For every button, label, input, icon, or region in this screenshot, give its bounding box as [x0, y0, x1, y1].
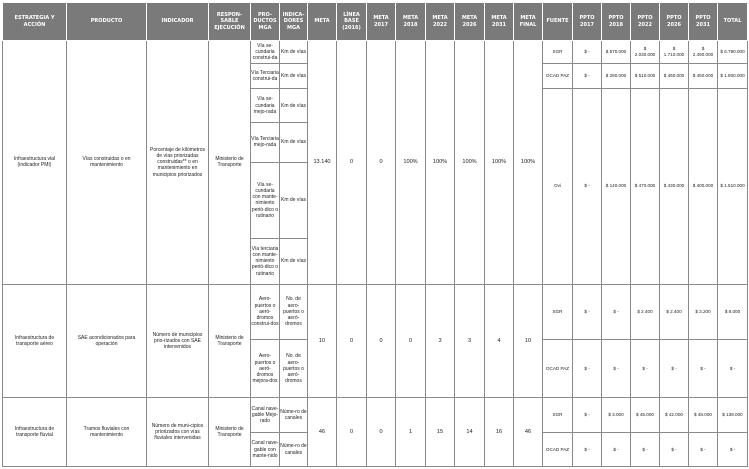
responsable-cell: Ministerio de Transporte: [209, 41, 251, 285]
mga-indicador-cell: No. de aero-puertos o aeró-dromos: [280, 284, 308, 340]
meta-2022-cell: 15: [426, 398, 455, 467]
total-cell: $ 1.800.000: [718, 63, 748, 89]
fuente-cell: OCAD PAZ: [543, 63, 573, 89]
mga-producto-cell: Vía se-cundaria con mante-nimiento perió-dico o rutinario: [251, 162, 280, 239]
linea-base-cell: 0: [337, 398, 367, 467]
linea-base-cell: 0: [337, 41, 367, 285]
table-header-row: [3, 3, 748, 41]
meta-cell: 10: [308, 284, 337, 398]
indicador-cell: Número de municipios prio-rizados con SAE intervenidos: [147, 284, 209, 398]
total-cell: $ -: [718, 340, 748, 398]
mga-producto-cell: Vía terciaria con mante-nimiento perió-dico o rutinario: [251, 239, 280, 284]
fuente-cell: Ovi: [543, 89, 573, 284]
ppto-2017-cell: $ -: [573, 284, 602, 340]
ppto-2018-cell: $ -: [602, 340, 631, 398]
fuente-cell: OCAD PAZ: [543, 433, 573, 467]
ppto-2017-cell: $ -: [573, 89, 602, 284]
mga-indicador-cell: Km de vías: [280, 41, 308, 64]
meta-2031-cell: 100%: [485, 41, 514, 285]
meta-2026-cell: 100%: [455, 41, 485, 285]
mga-producto-cell: Aero-puertos o aeró-dromos mejora-dos: [251, 340, 280, 398]
mga-producto-cell: Vía Terciaria mejo-rada: [251, 123, 280, 163]
ppto-2022-cell: $ 470.000: [631, 89, 660, 284]
fuente-cell: SGR: [543, 284, 573, 340]
total-cell: $ -: [718, 433, 748, 467]
ppto-2018-cell: $ 3.000: [602, 398, 631, 433]
header-ppto-2022: PPTO 2022: [631, 3, 660, 41]
mga-producto-cell: Canal nave-gable Mejo-rado: [251, 398, 280, 433]
meta-2018-cell: 100%: [396, 41, 426, 285]
meta-final-cell: 100%: [514, 41, 543, 285]
mga-indicador-cell: Núme-ro de canales: [280, 433, 308, 467]
mga-indicador-cell: Km de vías: [280, 89, 308, 123]
meta-2031-cell: 16: [485, 398, 514, 467]
meta-cell: 13.140: [308, 41, 337, 285]
mga-indicador-cell: Km de vías: [280, 63, 308, 89]
ppto-2017-cell: $ -: [573, 433, 602, 467]
header-meta-2022: META 2022: [426, 3, 455, 41]
meta-2017-cell: 0: [367, 284, 396, 398]
ppto-2026-cell: $ -: [660, 340, 689, 398]
mga-indicador-cell: Núme-ro de canales: [280, 398, 308, 433]
ppto-2026-cell: $ 1.710.000: [660, 41, 689, 64]
header-ppto-2017: PPTO 2017: [573, 3, 602, 41]
table-row: [3, 284, 748, 340]
mga-indicador-cell: Km de vías: [280, 123, 308, 163]
meta-2018-cell: 0: [396, 284, 426, 398]
ppto-2022-cell: $ 2.030.000: [631, 41, 660, 64]
mga-indicador-cell: Km de vías: [280, 239, 308, 284]
header-productos-mga: PRO-DUCTOS MGA: [251, 3, 280, 41]
ppto-2018-cell: $ -: [602, 433, 631, 467]
estrategia-cell: Infraestructura vial (indicador PMI): [3, 41, 67, 285]
mga-producto-cell: Aero-puertos o aeró-dromos construi-dos: [251, 284, 280, 340]
estrategia-cell: Infraestructura de transporte aéreo: [3, 284, 67, 398]
ppto-2031-cell: $ 450.000: [689, 63, 718, 89]
producto-cell: Vías construidas o en mantenimiento: [67, 41, 147, 285]
meta-2026-cell: 3: [455, 284, 485, 398]
producto-cell: SAE acondicionados para operación: [67, 284, 147, 398]
total-cell: $ 138.000: [718, 398, 748, 433]
mga-producto-cell: Vía se-cundaria mejo-rada: [251, 89, 280, 123]
mga-producto-cell: Vía se-cundaria construi-da: [251, 41, 280, 64]
ppto-2017-cell: $ -: [573, 41, 602, 64]
ppto-2018-cell: $ -: [602, 284, 631, 340]
header-ppto-2031: PPTO 2031: [689, 3, 718, 41]
header-ppto-2018: PPTO 2018: [602, 3, 631, 41]
fuente-cell: OCAD PAZ: [543, 340, 573, 398]
ppto-2022-cell: $ 510.000: [631, 63, 660, 89]
mga-producto-cell: Canal nave-gable con mante-nido: [251, 433, 280, 467]
table-row: [3, 41, 748, 64]
ppto-2026-cell: $ 2.400: [660, 284, 689, 340]
meta-2017-cell: 0: [367, 398, 396, 467]
ppto-2018-cell: $ 280.000: [602, 63, 631, 89]
header-linea-base: LÍNEA BASE (2016): [337, 3, 367, 41]
meta-2026-cell: 14: [455, 398, 485, 467]
meta-final-cell: 10: [514, 284, 543, 398]
meta-2031-cell: 4: [485, 284, 514, 398]
total-cell: $ 6.790.000: [718, 41, 748, 64]
ppto-2026-cell: $ 460.000: [660, 63, 689, 89]
meta-2022-cell: 100%: [426, 41, 455, 285]
ppto-2026-cell: $ -: [660, 433, 689, 467]
header-estrategia: ESTRATEGIA Y ACCIÓN: [3, 3, 67, 41]
header-total: TOTAL: [718, 3, 748, 41]
mga-indicador-cell: Km de vías: [280, 162, 308, 239]
ppto-2022-cell: $ 2.400: [631, 284, 660, 340]
linea-base-cell: 0: [337, 284, 367, 398]
fuente-cell: SGR: [543, 398, 573, 433]
total-cell: $ 8.000: [718, 284, 748, 340]
header-meta-2018: META 2018: [396, 3, 426, 41]
budget-table-container: [2, 2, 747, 467]
meta-final-cell: 46: [514, 398, 543, 467]
ppto-2031-cell: $ -: [689, 340, 718, 398]
indicador-cell: Porcentaje de kilómetros de vías priorizadas construidas** o en mantenimiento en municipios priorizados: [147, 41, 209, 285]
table-row: [3, 398, 748, 433]
ppto-2017-cell: $ -: [573, 398, 602, 433]
ppto-2017-cell: $ -: [573, 63, 602, 89]
header-ppto-2026: PPTO 2026: [660, 3, 689, 41]
ppto-2031-cell: $ 2.490.000: [689, 41, 718, 64]
ppto-2031-cell: $ 400.000: [689, 89, 718, 284]
header-meta-final: META FINAL: [514, 3, 543, 41]
header-fuente: FUENTE: [543, 3, 573, 41]
meta-2017-cell: 0: [367, 41, 396, 285]
responsable-cell: Ministerio de Transporte: [209, 398, 251, 467]
header-responsable: RESPON-SABLE EJECUCIÓN: [209, 3, 251, 41]
budget-table: [2, 2, 748, 467]
ppto-2018-cell: $ 570.000: [602, 41, 631, 64]
meta-2022-cell: 3: [426, 284, 455, 398]
total-cell: $ 1.510.000: [718, 89, 748, 284]
ppto-2031-cell: $ -: [689, 433, 718, 467]
header-meta-2017: META 2017: [367, 3, 396, 41]
ppto-2022-cell: $ -: [631, 340, 660, 398]
ppto-2022-cell: $ 45.000: [631, 398, 660, 433]
header-producto: PRODUCTO: [67, 3, 147, 41]
ppto-2022-cell: $ -: [631, 433, 660, 467]
header-meta-2031: META 2031: [485, 3, 514, 41]
ppto-2018-cell: $ 140.000: [602, 89, 631, 284]
ppto-2017-cell: $ -: [573, 340, 602, 398]
estrategia-cell: Infraestructura de transporte fluvial: [3, 398, 67, 467]
header-meta: META: [308, 3, 337, 41]
ppto-2031-cell: $ 48.000: [689, 398, 718, 433]
producto-cell: Tramos fluviales con mantenimiento: [67, 398, 147, 467]
ppto-2026-cell: $ 42.000: [660, 398, 689, 433]
indicador-cell: Número de muni-cipios priorizados con vías fluviales intervenidas: [147, 398, 209, 467]
responsable-cell: Ministerio de Transporte: [209, 284, 251, 398]
fuente-cell: SGR: [543, 41, 573, 64]
ppto-2031-cell: $ 3.200: [689, 284, 718, 340]
meta-cell: 46: [308, 398, 337, 467]
header-indicador: INDICADOR: [147, 3, 209, 41]
ppto-2026-cell: $ 430.000: [660, 89, 689, 284]
meta-2018-cell: 1: [396, 398, 426, 467]
header-meta-2026: META 2026: [455, 3, 485, 41]
mga-indicador-cell: No. de aero-puertos o aeró-dromos: [280, 340, 308, 398]
header-indicadores-mga: INDICA-DORES MGA: [280, 3, 308, 41]
mga-producto-cell: Vía Terciaria construi-da: [251, 63, 280, 89]
